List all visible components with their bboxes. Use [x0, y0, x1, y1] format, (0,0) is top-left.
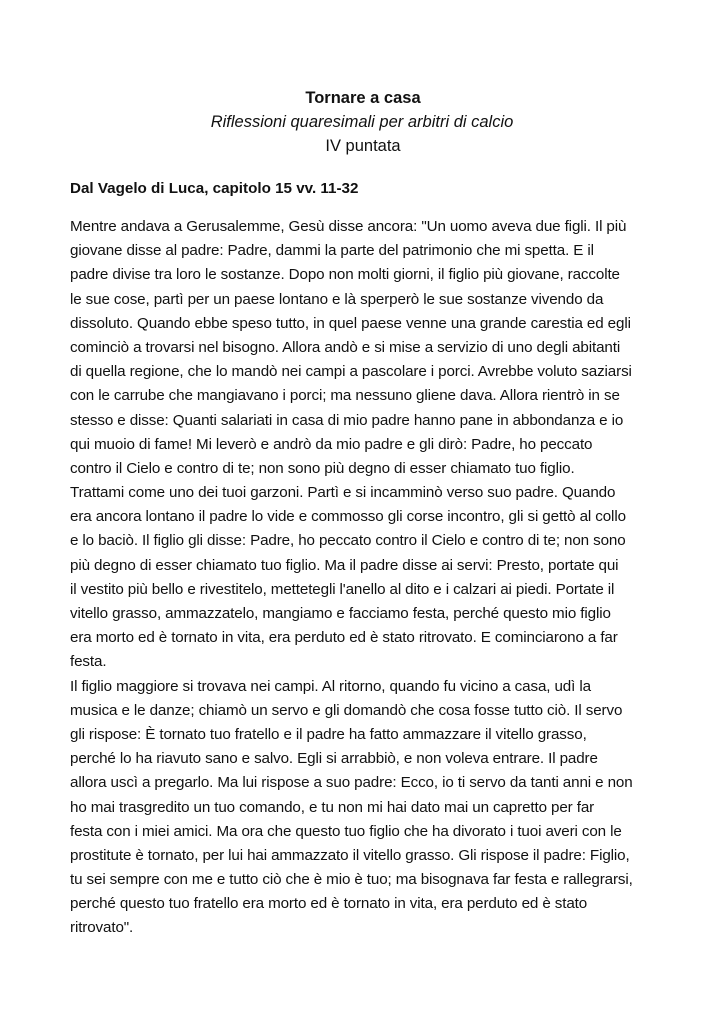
- scripture-text: [70, 215, 670, 941]
- text-line: le sue cose, partì per un paese lontano e là sperperò le sue sostanze vivendo da: [70, 290, 604, 308]
- text-line: festa con i miei amici. Ma ora che questo tuo figlio che ha divorato i tuoi averi con le: [70, 822, 622, 840]
- text-line: padre divise tra loro le sostanze. Dopo non molti giorni, il figlio più giovane, raccolte: [70, 266, 620, 284]
- episode-label: IV puntata: [325, 137, 401, 155]
- text-line: perché questo tuo fratello era morto ed è tornato in vita, era perduto ed è stato: [70, 895, 588, 913]
- text-line: Mentre andava a Gerusalemme, Gesù disse ancora: "Un uomo aveva due figli. Il più: [70, 218, 627, 235]
- text-line: era ancora lontano il padre lo vide e commosso gli corse incontro, gli si gettò al collo: [70, 508, 626, 526]
- text-line: con le carrube che mangiavano i porci; ma nessuno gliene dava. Allora rientrò in se: [70, 387, 620, 405]
- text-line: e lo baciò. Il figlio gli disse: Padre, ho peccato contro il Cielo e contro di te; non sono: [70, 532, 626, 550]
- text-line: era morto ed è tornato in vita, era perduto ed è stato ritrovato. E cominciarono a far: [70, 629, 618, 647]
- text-line: giovane disse al padre: Padre, dammi la parte del patrimonio che mi spetta. E il: [70, 242, 594, 260]
- text-line: cominciò a trovarsi nel bisogno. Allora andò e si mise a servizio di uno degli abitanti: [70, 338, 621, 356]
- text-line: festa.: [70, 653, 107, 671]
- text-line: qui muoio di fame! Mi leverò e andrò da mio padre e gli dirò: Padre, ho peccato: [70, 435, 593, 453]
- text-line: Il figlio maggiore si trovava nei campi. Al ritorno, quando fu vicino a casa, udì la: [70, 677, 591, 695]
- text-line: vitello grasso, ammazzatelo, mangiamo e facciamo festa, perché questo mio figlio: [70, 605, 611, 622]
- document-title: Tornare a casa: [305, 89, 421, 107]
- text-line: musica e le danze; chiamò un servo e gli domandò che cosa fosse tutto ciò. Il servo: [70, 701, 623, 719]
- document-header: [0, 86, 724, 158]
- scripture-reference: Dal Vagelo di Luca, capitolo 15 vv. 11-32: [70, 180, 359, 197]
- text-line: tu sei sempre con me e tutto ciò che è mio è tuo; ma bisognava far festa e rallegrarsi,: [70, 871, 633, 889]
- text-line: dissoluto. Quando ebbe speso tutto, in quel paese venne una grande carestia ed egli: [70, 314, 631, 332]
- document-subtitle: Riflessioni quaresimali per arbitri di calcio: [210, 113, 514, 131]
- text-line: prostitute è tornato, per lui hai ammazzato il vitello grasso. Gli rispose il padre: Figlio,: [70, 846, 630, 864]
- text-line: ritrovato".: [70, 919, 134, 937]
- text-line: più degno di esser chiamato tuo figlio. Ma il padre disse ai servi: Presto, portate qui: [70, 556, 619, 574]
- text-line: contro il Cielo e contro di te; non sono più degno di esser chiamato tuo figlio.: [70, 459, 575, 477]
- text-line: ho mai trasgredito un tuo comando, e tu non mi hai dato mai un capretto per far: [70, 798, 595, 816]
- text-line: il vestito più bello e rivestitelo, mettetegli l'anello al dito e i calzari ai piedi. Portate il: [70, 580, 615, 598]
- text-line: Trattami come uno dei tuoi garzoni. Partì e si incamminò verso suo padre. Quando: [70, 484, 616, 502]
- text-line: stesso e disse: Quanti salariati in casa di mio padre hanno pane in abbondanza e io: [70, 411, 624, 429]
- text-line: perché lo ha riavuto sano e salvo. Egli si arrabbiò, e non voleva entrare. Il padre: [70, 750, 598, 768]
- text-line: gli rispose: È tornato tuo fratello e il padre ha fatto ammazzare il vitello grasso,: [70, 725, 587, 743]
- text-line: di quella regione, che lo mandò nei campi a pascolare i porci. Avrebbe voluto saziarsi: [70, 363, 632, 381]
- text-line: allora uscì a pregarlo. Ma lui rispose a suo padre: Ecco, io ti servo da tanti anni e non: [70, 774, 633, 792]
